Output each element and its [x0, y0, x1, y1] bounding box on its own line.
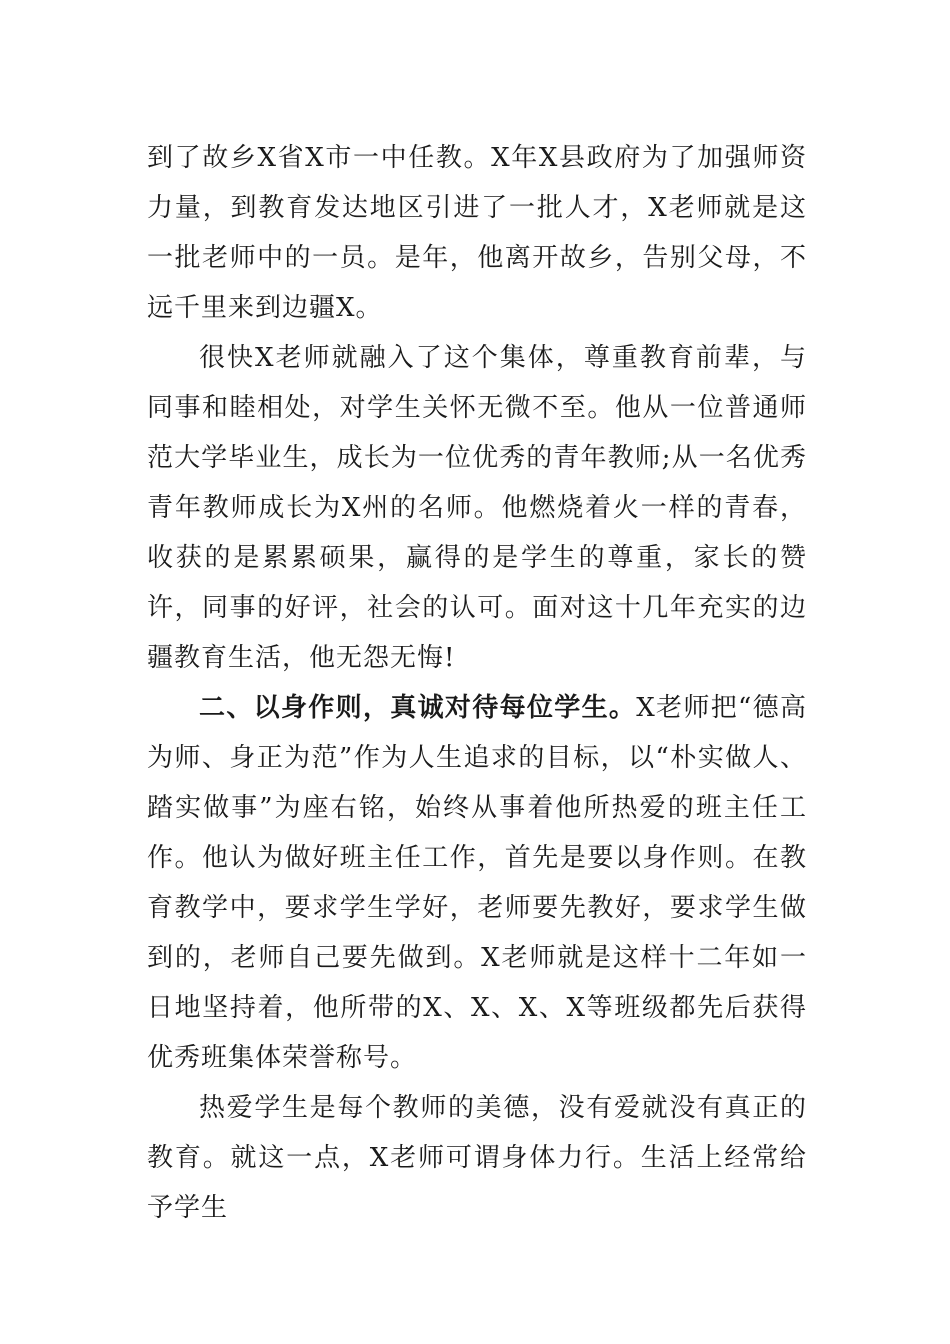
- paragraph-3-text: X老师把“德高为师、身正为范”作为人生追求的目标，以“朴实做人、踏实做事”为座右铭，始终从事着他所热爱的班主任工作。他认为做好班主任工作，首先是要以身作则。在教育教学中，要求学生学好，老师要先教好，要求学生做到的，老师自己要先做到。X老师就是这样十二年如一日地坚持着，他所带的X、X、X、X等班级都先后获得优秀班集体荣誉称号。: [147, 693, 807, 1073]
- paragraph-3: [147, 683, 807, 1083]
- paragraph-2: [147, 333, 807, 683]
- paragraph-2-text: 很快X老师就融入了这个集体，尊重教育前辈，与同事和睦相处，对学生关怀无微不至。他从一位普通师范大学毕业生，成长为一位优秀的青年教师;从一名优秀青年教师成长为X州的名师。他燃烧着火一样的青春，收获的是累累硕果，赢得的是学生的尊重，家长的赞许，同事的好评，社会的认可。面对这十几年充实的边疆教育生活，他无怨无悔!: [147, 343, 807, 673]
- paragraph-1: [147, 133, 807, 333]
- paragraph-1-text: 到了故乡X省X市一中任教。X年X县政府为了加强师资力量，到教育发达地区引进了一批人才，X老师就是这一批老师中的一员。是年，他离开故乡，告别父母，不远千里来到边疆X。: [147, 143, 807, 323]
- paragraph-4-text: 热爱学生是每个教师的美德，没有爱就没有真正的教育。就这一点，X老师可谓身体力行。生活上经常给予学生: [147, 1093, 807, 1223]
- paragraph-4: [147, 1083, 807, 1233]
- document-body: [147, 133, 807, 1233]
- section-heading: 二、以身作则，真诚对待每位学生。: [199, 693, 637, 723]
